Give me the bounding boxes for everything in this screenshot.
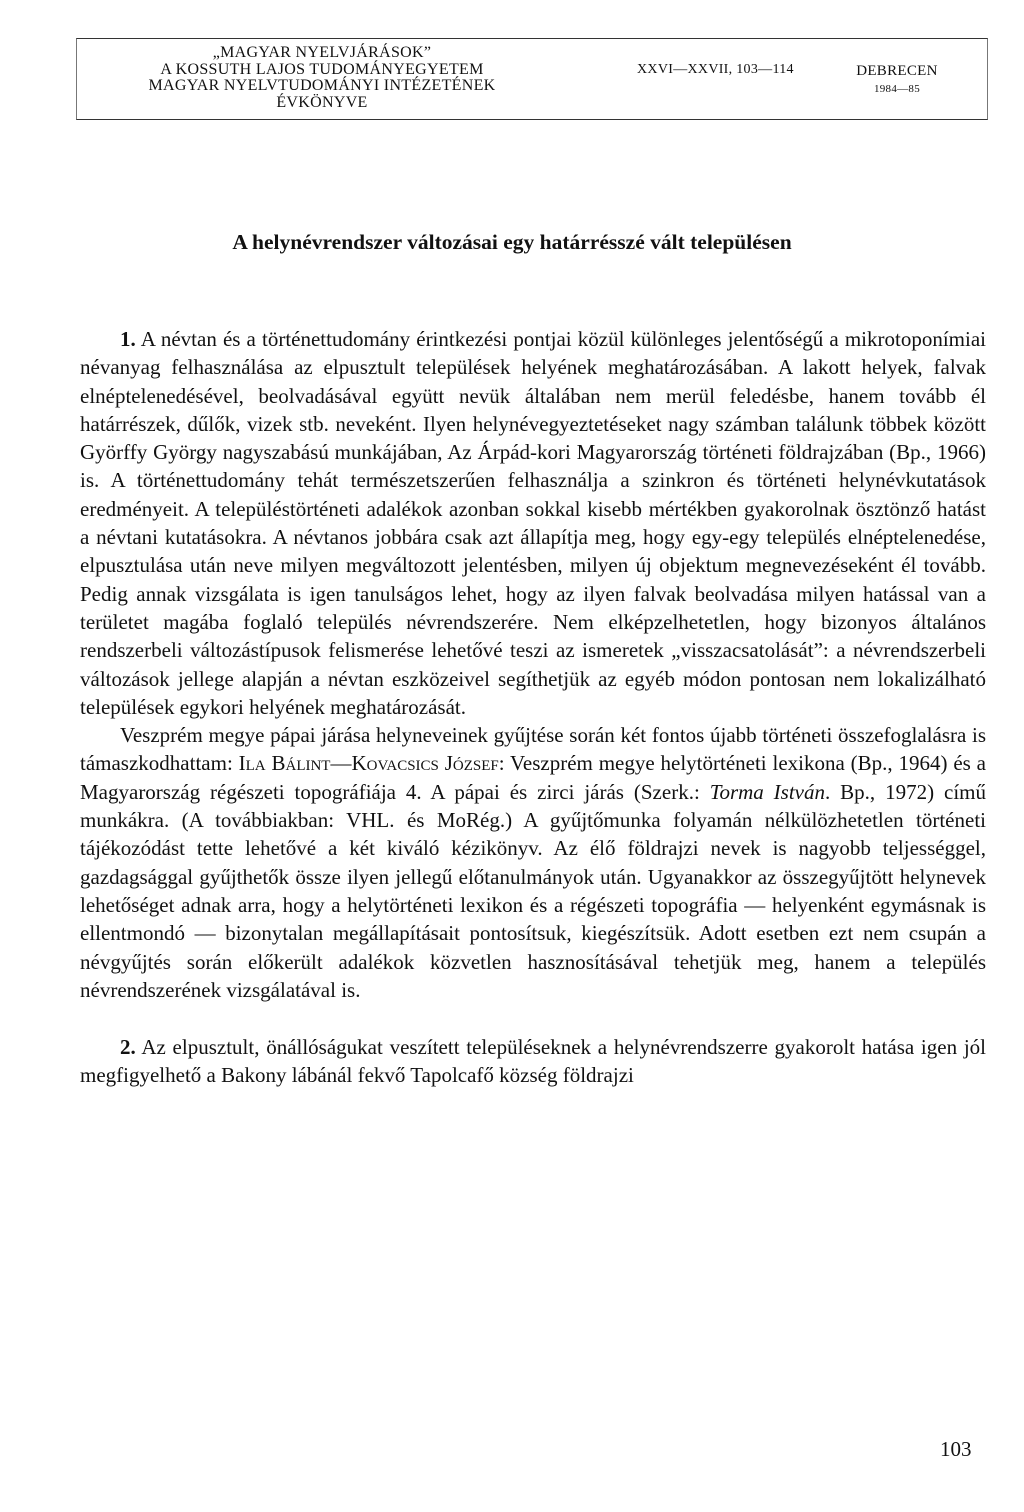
article-title: A helynévrendszer változásai egy határrésszé vált településen — [232, 230, 792, 254]
journal-volume: XXVI—XXVII, 103—114 — [637, 62, 794, 77]
journal-series-title: „MAGYAR NYELVJÁRÁSOK” — [212, 44, 432, 61]
journal-publisher — [77, 45, 567, 111]
journal-university: A KOSSUTH LAJOS TUDOMÁNYEGYETEM — [160, 60, 484, 78]
journal-institute: MAGYAR NYELVTUDOMÁNYI INTÉZETÉNEK — [148, 77, 496, 94]
article-body — [80, 325, 986, 1090]
cited-authors: Ila Bálint—Kovacsics József — [238, 751, 499, 776]
paragraph-section-2 — [80, 1033, 986, 1090]
journal-years: 1984—85 — [873, 83, 921, 95]
journal-place-date — [827, 62, 967, 98]
page-number: 103 — [940, 1437, 972, 1461]
paragraph-sources — [80, 721, 986, 1004]
section-number-1: 1. — [120, 327, 136, 351]
journal-city: DEBRECEN — [856, 63, 938, 79]
section-2-text: Az elpusztult, önállóságukat veszített településeknek a helynévrendszerre gyakorolt hatása igen jól megfigyelhető a Bakony lábánál fekvő Tapolcafő község földrajzi — [80, 1035, 986, 1088]
cited-editor: Torma István — [709, 779, 826, 804]
sources-text-a: Veszprém megye pápai járása helyneveinek gyűjtése során két fontos újabb történeti összefoglalásra is támaszkodhattam: — [80, 723, 986, 776]
paragraph-section-1 — [80, 325, 986, 721]
sources-text-b: : Veszprém megye helytörténeti lexikona (Bp., 1964) és a Magyarország régészeti topográfiája 4. A pápai és zirci járás (Szerk.: — [80, 751, 986, 804]
section-number-2: 2. — [120, 1035, 136, 1060]
section-1-text: A névtan és a történettudomány érintkezési pontjai közül különleges jelentőségű a mikrotoponímiai névanyag felhasználása az elpusztult települések helyének meghatározásában. A lakott helyek, falvak elnéptelenedésével, beolvadásával együtt nevük általában nem merül feledésbe, hanem tovább él határrészek, dűlők, vizek stb. neveként. Ilyen helynévegyeztetéseket nagy számban találunk többek között Györffy György nagyszabású munkájában, Az Árpád-kori Magyarország történeti földrajzában (Bp., 1966) is. A történettudomány tehát természetszerűen felhasználja a szinkron és történeti helynévkutatások eredményeit. A településtörténeti adalékok azonban sokkal kisebb mértékben gyakorolnak ösztönző hatást a névtani kutatásokra. A névtanos jobbára csak azt állapítja meg, hogy egy-egy település elnéptelenedése, elpusztulása után neve milyen megváltozott jelentésben, milyen új objektum megnevezéseként él tovább. Pedig annak vizsgálata is igen tanulságos lehet, hogy az ilyen falvak beolvadása milyen hatással van a területet magába foglaló település névrendszerére. Nem elképzelhetetlen, hogy bizonyos általános rendszerbeli változástípusok felismerése lehetővé teszi az ismeretek „visszacsatolását”: a névrendszerbeli változások jellege alapján a névtan eszközeivel segíthetjük az egyéb módon pontosan nem lokalizálható települések egykori helyének meghatározását. — [80, 327, 986, 719]
journal-yearbook: ÉVKÖNYVE — [276, 93, 368, 111]
sources-text-c: . Bp., 1972) című munkákra. (A továbbiakban: VHL. és MoRég.) A gyűjtőmunka folyamán nélkülözhetetlen történeti tájékozódást tette lehetővé a két kiváló kézikönyv. Az élő földrajzi nevek is nagyobb teljességgel, gazdagsággal gyűjthetők össze ilyen jellegű előtanulmányok után. Ugyanakkor az összegyűjtött helynevek lehetőséget adnak arra, hogy a helytörténeti lexikon és a régészeti topográfia — helyenként egymásnak is ellentmondó — bizonytalan megállapításait pontosítsuk, kiegészítsük. Adott esetben ezt nem csupán a névgyűjtés során előkerült adalékok közvetlen hasznosításával tehetjük meg, hanem a település névrendszerének vizsgálatával is. — [80, 779, 986, 1002]
journal-header — [76, 38, 988, 120]
